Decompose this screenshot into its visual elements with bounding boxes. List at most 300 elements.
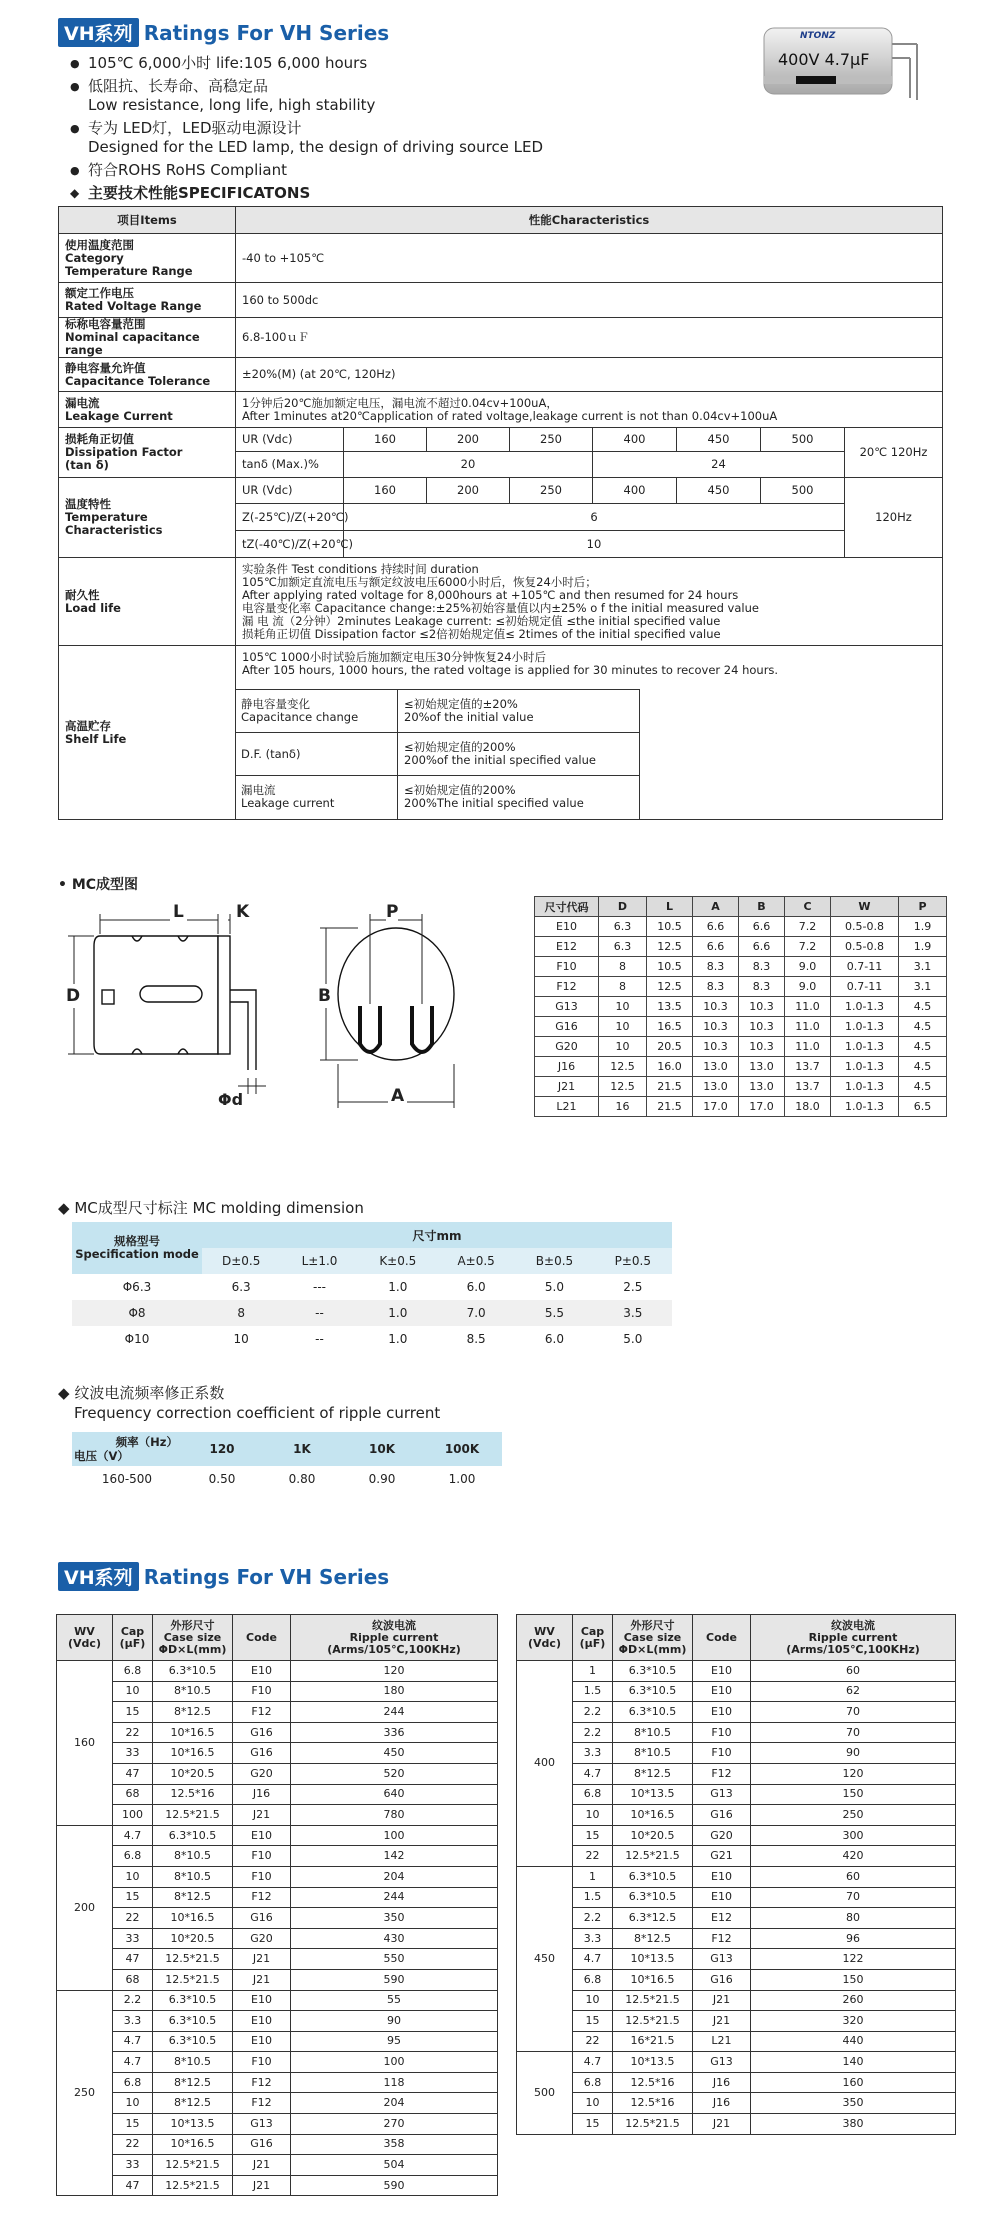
ripple-current: 70: [751, 1887, 956, 1908]
table-row: [57, 1805, 498, 1826]
molding-col-header: B±0.5: [515, 1248, 593, 1274]
cap-value: 6.8: [113, 2072, 153, 2093]
spec-table: [58, 206, 943, 820]
cap-value: 10: [113, 1866, 153, 1887]
ripple-freq: 100K: [422, 1432, 502, 1466]
spec-label-shelf-life: 高温贮存 Shelf Life: [59, 646, 236, 820]
ripple-current: 590: [291, 2175, 498, 2196]
molding-spec: Φ10: [124, 1332, 150, 1346]
table-row: [57, 2093, 498, 2114]
molding-value: --: [315, 1332, 324, 1346]
code: F10: [693, 1722, 751, 1743]
ripple-current: 150: [751, 1784, 956, 1805]
cap-value: 22: [573, 2031, 613, 2052]
molding-value: --: [315, 1306, 324, 1320]
code: J21: [693, 2011, 751, 2032]
case-size: 10*16.5: [613, 1969, 693, 1990]
ripple-current: 204: [291, 1866, 498, 1887]
ripple-current: 142: [291, 1846, 498, 1867]
molding-value: 1.0: [388, 1332, 408, 1346]
table-row: [517, 1846, 956, 1867]
cap-value: 15: [113, 1887, 153, 1908]
table-row: [517, 1990, 956, 2011]
case-size: 6.3*10.5: [613, 1887, 693, 1908]
code: E10: [233, 2031, 291, 2052]
ripple-current: 122: [751, 1949, 956, 1970]
cap-value: 22: [113, 1908, 153, 1929]
ripple-current: 118: [291, 2072, 498, 2093]
molding-spec: Φ6.3: [122, 1280, 152, 1294]
molding-value: 2.5: [623, 1280, 643, 1294]
table-row: [57, 2072, 498, 2093]
ripple-voltage: 160-500: [101, 1472, 153, 1486]
ripple-current: 336: [291, 1722, 498, 1743]
cap-value: 6.8: [573, 1969, 613, 1990]
ripple-axis-label: 频率（Hz） 电压（V）: [72, 1432, 182, 1466]
spec-label-temp: 温度特性 Temperature Characteristics: [59, 478, 236, 558]
ripple-current: 60: [751, 1661, 956, 1682]
dim-value: 4.5: [899, 1017, 947, 1037]
case-size: 10*20.5: [613, 1825, 693, 1846]
dim-value: 6.3: [599, 917, 647, 937]
dim-code: G16: [535, 1017, 599, 1037]
case-size: 6.3*10.5: [153, 1990, 233, 2011]
dim-value: 11.0: [785, 997, 831, 1017]
table-row: [57, 1702, 498, 1723]
case-size: 12.5*21.5: [153, 1805, 233, 1826]
case-size: 8*10.5: [153, 1846, 233, 1867]
dim-value: 6.3: [599, 937, 647, 957]
ripple-current: 420: [751, 1846, 956, 1867]
dim-value: 7.2: [785, 937, 831, 957]
code: J16: [233, 1784, 291, 1805]
df-volt: 200: [427, 428, 510, 452]
case-size: 16*21.5: [613, 2031, 693, 2052]
shelf-value: ≤初始规定值的±20% 20%of the initial value: [398, 690, 640, 733]
table-row: [57, 1743, 498, 1764]
shelf-key: 静电容量变化 Capacitance change: [235, 690, 398, 733]
cap-value: 2.2: [573, 1722, 613, 1743]
cap-value: 22: [113, 2134, 153, 2155]
cap-value: 1: [573, 1661, 613, 1682]
table-row: [57, 1866, 498, 1887]
ripple-current: 150: [751, 1969, 956, 1990]
ripple-current: 350: [751, 2093, 956, 2114]
case-size: 10*16.5: [153, 1908, 233, 1929]
mc-drawing-title: • MC成型图: [58, 877, 139, 893]
dim-header: L: [647, 897, 693, 917]
table-row: [57, 1825, 498, 1846]
shelf-value: ≤初始规定值的200% 200%of the initial specified value: [398, 733, 640, 776]
dim-value: 13.0: [739, 1077, 785, 1097]
dim-value: 10.5: [647, 957, 693, 977]
case-size: 8*10.5: [153, 1866, 233, 1887]
spec-value-leakage: 1分钟后20℃施加额定电压，漏电流不超过0.04cv+100uA， After 1minutes at20℃application of rated voltage,leakage current is not than 0.04cv+100uA: [236, 392, 943, 428]
ripple-current: 380: [751, 2114, 956, 2135]
case-size: 8*10.5: [153, 1681, 233, 1702]
ripple-current: 55: [291, 1990, 498, 2011]
ripple-current: 140: [751, 2052, 956, 2073]
molding-col-header: P±0.5: [594, 1248, 672, 1274]
series-tag: VH系列: [58, 1562, 139, 1591]
dim-value: 8.3: [739, 957, 785, 977]
code: F12: [233, 2093, 291, 2114]
dim-value: 1.0-1.3: [831, 1017, 899, 1037]
feature-item: ● 低阻抗、长寿命、高稳定品: [68, 77, 708, 96]
dim-value: 3.1: [899, 977, 947, 997]
spec-value-load-life: 实验条件 Test conditions 持续时间 duration 105℃加额定直流电压与额定纹波电压6000小时后，恢复24小时后； After applying rated voltage for 8,000hours at +105℃ and then resumed for 24 hours 电容量变化率 Capacitance change:±25%初始容量值以内±25% o f the initial measured value 漏 电 流（2分钟）2minutes Leakage current: ≤初始规定值 ≤the initial specified value 损耗角正切值 Dissipation factor ≤2倍初始规定值≤ 2times of the initial specified value: [236, 558, 943, 646]
dim-value: 0.5-0.8: [831, 937, 899, 957]
voltage-group: 400: [517, 1661, 573, 1867]
header-wv: WV (Vdc): [517, 1615, 573, 1661]
case-size: 8*12.5: [153, 2093, 233, 2114]
dim-label-phid: Φd: [218, 1090, 244, 1109]
dim-value: 8.3: [739, 977, 785, 997]
case-size: 12.5*21.5: [153, 2155, 233, 2176]
voltage-group: 160: [57, 1661, 113, 1826]
table-row: [535, 917, 947, 937]
cap-value: 2.2: [113, 1990, 153, 2011]
ripple-current: 70: [751, 1722, 956, 1743]
temp-volt: 160: [344, 478, 427, 504]
case-size: 10*20.5: [153, 1928, 233, 1949]
dim-value: 1.0-1.3: [831, 1097, 899, 1117]
temp-z1-value: 6: [344, 504, 845, 531]
df-tan-value: 20: [344, 452, 593, 478]
ratings-table-left: [56, 1614, 498, 2196]
case-size: 6.3*12.5: [613, 1908, 693, 1929]
header-cap: Cap (μF): [113, 1615, 153, 1661]
ripple-current: 95: [291, 2031, 498, 2052]
case-size: 6.3*10.5: [613, 1866, 693, 1887]
table-row: [57, 1928, 498, 1949]
dim-value: 16: [599, 1097, 647, 1117]
table-row: [72, 1326, 672, 1352]
dim-value: 1.9: [899, 937, 947, 957]
ripple-current: 120: [751, 1763, 956, 1784]
molding-value: 1.0: [388, 1280, 408, 1294]
dim-value: 13.0: [693, 1077, 739, 1097]
table-row: [57, 1887, 498, 1908]
molding-value: 5.0: [623, 1332, 643, 1346]
case-size: 10*13.5: [613, 1784, 693, 1805]
temp-condition: 120Hz: [845, 478, 943, 558]
table-row: [57, 1681, 498, 1702]
spec-value-temp-range: -40 to +105℃: [236, 234, 943, 283]
dim-value: 7.2: [785, 917, 831, 937]
dim-value: 1.9: [899, 917, 947, 937]
table-row: [535, 1077, 947, 1097]
cap-value: 22: [113, 1722, 153, 1743]
table-row: [517, 2031, 956, 2052]
spec-label-df: 损耗角正切值 Dissipation Factor (tan δ): [59, 428, 236, 478]
series-title: Ratings For VH Series: [143, 21, 390, 45]
table-row: [535, 1057, 947, 1077]
cap-value: 47: [113, 2175, 153, 2196]
cap-value: 15: [113, 1702, 153, 1723]
cap-value: 47: [113, 1949, 153, 1970]
spec-label-temp-range: 使用温度范围 Category Temperature Range: [59, 234, 236, 283]
table-row: [535, 937, 947, 957]
cap-value: 3.3: [573, 1743, 613, 1764]
cap-value: 1.5: [573, 1681, 613, 1702]
ripple-current: 450: [291, 1743, 498, 1764]
table-row: [57, 1990, 498, 2011]
product-label: 400V 4.7μF: [778, 50, 870, 69]
dim-value: 13.0: [693, 1057, 739, 1077]
case-size: 8*10.5: [613, 1722, 693, 1743]
table-row: [57, 1908, 498, 1929]
case-size: 12.5*21.5: [613, 1846, 693, 1867]
dim-label-b: B: [318, 986, 331, 1006]
code: G13: [233, 2114, 291, 2135]
cap-value: 10: [573, 1805, 613, 1826]
feature-list: [68, 54, 708, 207]
table-row: [57, 2155, 498, 2176]
spec-label-tolerance: 静电容量允许值 Capacitance Tolerance: [59, 358, 236, 392]
case-size: 10*16.5: [153, 1743, 233, 1764]
table-row: [517, 1825, 956, 1846]
case-size: 6.3*10.5: [613, 1661, 693, 1682]
ripple-current: 80: [751, 1908, 956, 1929]
case-size: 8*12.5: [613, 1928, 693, 1949]
cap-value: 10: [573, 2093, 613, 2114]
dim-value: 16.5: [647, 1017, 693, 1037]
dim-value: 10.3: [693, 997, 739, 1017]
code: F10: [233, 1846, 291, 1867]
cap-value: 2.2: [573, 1908, 613, 1929]
code: F12: [693, 1763, 751, 1784]
table-row: [517, 1805, 956, 1826]
molding-value: 6.3: [231, 1280, 251, 1294]
temp-volt: 250: [510, 478, 593, 504]
header-cap: Cap (μF): [573, 1615, 613, 1661]
dim-value: 1.0-1.3: [831, 1077, 899, 1097]
ripple-freq: 120: [182, 1432, 262, 1466]
dim-label-d: D: [66, 986, 81, 1006]
spec-label-capacitance: 标称电容量范围 Nominal capacitance range: [59, 318, 236, 358]
dim-label-k: K: [236, 902, 250, 922]
dim-label-a: A: [388, 1086, 407, 1106]
cap-value: 10: [113, 2093, 153, 2114]
dimension-table: [534, 896, 947, 1117]
dim-code: E10: [535, 917, 599, 937]
molding-col-header: A±0.5: [437, 1248, 515, 1274]
dim-value: 4.5: [899, 997, 947, 1017]
ripple-current: 250: [751, 1805, 956, 1826]
code: F12: [233, 1702, 291, 1723]
table-row: [57, 2114, 498, 2135]
cap-value: 15: [573, 2114, 613, 2135]
ripple-current: 90: [751, 1743, 956, 1764]
table-row: [517, 1784, 956, 1805]
feature-item: Designed for the LED lamp, the design of driving source LED: [88, 138, 544, 156]
spec-value-voltage: 160 to 500dc: [236, 283, 943, 318]
ripple-current: 300: [751, 1825, 956, 1846]
table-row: [57, 1784, 498, 1805]
dim-value: 13.5: [647, 997, 693, 1017]
table-row: [535, 1037, 947, 1057]
case-size: 12.5*21.5: [613, 1990, 693, 2011]
code: F12: [233, 2072, 291, 2093]
ripple-current: 120: [291, 1661, 498, 1682]
table-row: [535, 957, 947, 977]
cap-value: 68: [113, 1969, 153, 1990]
table-row: [535, 1017, 947, 1037]
code: G13: [693, 1949, 751, 1970]
case-size: 10*20.5: [153, 1763, 233, 1784]
code: E10: [233, 1661, 291, 1682]
table-row: [57, 2031, 498, 2052]
case-size: 8*12.5: [613, 1763, 693, 1784]
code: J21: [233, 1969, 291, 1990]
mc-drawing: [58, 894, 478, 1114]
code: J16: [693, 2093, 751, 2114]
molding-col-header: L±1.0: [280, 1248, 358, 1274]
cap-value: 1: [573, 1866, 613, 1887]
molding-col-header: K±0.5: [359, 1248, 437, 1274]
code: E10: [693, 1661, 751, 1682]
dim-value: 3.1: [899, 957, 947, 977]
ripple-current: 270: [291, 2114, 498, 2135]
table-row: [517, 1949, 956, 1970]
temp-volt: 400: [593, 478, 677, 504]
cap-value: 15: [113, 2114, 153, 2135]
code: E10: [693, 1887, 751, 1908]
table-row: [517, 1763, 956, 1784]
case-size: 12.5*21.5: [613, 2011, 693, 2032]
dim-header: 尺寸代码: [535, 897, 599, 917]
ripple-coef: 1.00: [448, 1472, 476, 1486]
table-row: [517, 1661, 956, 1682]
spec-header-characteristics: 性能Characteristics: [236, 207, 943, 234]
dim-code: F10: [535, 957, 599, 977]
dim-value: 18.0: [785, 1097, 831, 1117]
dim-header: B: [739, 897, 785, 917]
table-row: [517, 1928, 956, 1949]
dim-value: 13.7: [785, 1057, 831, 1077]
code: G21: [693, 1846, 751, 1867]
molding-value: 1.0: [388, 1306, 408, 1320]
code: G16: [693, 1969, 751, 1990]
cap-value: 4.7: [113, 2031, 153, 2052]
table-row: [517, 1743, 956, 1764]
case-size: 10*16.5: [153, 1722, 233, 1743]
table-row: [57, 1763, 498, 1784]
molding-title: ◆ MC成型尺寸标注 MC molding dimension: [58, 1199, 364, 1217]
code: F10: [233, 1681, 291, 1702]
dim-label-p: P: [386, 902, 399, 922]
dim-value: 10.3: [739, 997, 785, 1017]
case-size: 6.3*10.5: [153, 2011, 233, 2032]
dim-value: 0.5-0.8: [831, 917, 899, 937]
table-row: [72, 1274, 672, 1300]
cap-value: 100: [113, 1805, 153, 1826]
shelf-subtable: [235, 689, 640, 819]
table-row: [535, 997, 947, 1017]
case-size: 6.3*10.5: [613, 1681, 693, 1702]
dim-value: 17.0: [739, 1097, 785, 1117]
code: E12: [693, 1908, 751, 1929]
header-case-size: 外形尺寸 Case size ΦD×L(mm): [613, 1615, 693, 1661]
series-title: Ratings For VH Series: [143, 1565, 390, 1589]
cap-value: 10: [113, 1681, 153, 1702]
molding-table: [72, 1222, 672, 1352]
table-row: [517, 2114, 956, 2135]
cap-value: 33: [113, 1928, 153, 1949]
molding-value: 6.0: [466, 1280, 486, 1294]
dim-value: 12.5: [647, 937, 693, 957]
cap-value: 4.7: [573, 1763, 613, 1784]
table-row: [57, 2052, 498, 2073]
molding-value: 6.0: [544, 1332, 565, 1346]
df-ur-label: UR (Vdc): [236, 428, 344, 452]
cap-value: 6.8: [573, 2072, 613, 2093]
table-row: [535, 977, 947, 997]
case-size: 8*12.5: [153, 2072, 233, 2093]
dim-value: 6.6: [693, 917, 739, 937]
table-row: [57, 1969, 498, 1990]
ripple-current: 640: [291, 1784, 498, 1805]
spec-value-capacitance: 6.8-100ｕＦ: [236, 318, 943, 358]
series-tag: VH系列: [58, 18, 139, 47]
cap-value: 47: [113, 1763, 153, 1784]
dim-value: 13.7: [785, 1077, 831, 1097]
ripple-current: 260: [751, 1990, 956, 2011]
cap-value: 15: [573, 2011, 613, 2032]
case-size: 10*16.5: [153, 2134, 233, 2155]
case-size: 12.5*21.5: [153, 1949, 233, 1970]
code: F10: [233, 2052, 291, 2073]
cap-value: 4.7: [113, 2052, 153, 2073]
cap-value: 33: [113, 1743, 153, 1764]
dim-value: 6.6: [739, 937, 785, 957]
dim-value: 6.6: [739, 917, 785, 937]
code: G16: [693, 1805, 751, 1826]
code: E10: [233, 1990, 291, 2011]
ripple-current: 504: [291, 2155, 498, 2176]
case-size: 12.5*21.5: [153, 2175, 233, 2196]
code: E10: [233, 2011, 291, 2032]
df-volt: 450: [677, 428, 761, 452]
dim-value: 21.5: [647, 1077, 693, 1097]
feature-item: ● 专为 LED灯，LED驱动电源设计: [68, 119, 708, 138]
case-size: 10*13.5: [613, 2052, 693, 2073]
cap-value: 6.8: [573, 1784, 613, 1805]
code: J21: [233, 1805, 291, 1826]
ripple-current: 180: [291, 1681, 498, 1702]
code: G20: [693, 1825, 751, 1846]
code: F12: [693, 1928, 751, 1949]
molding-value: 10: [233, 1332, 249, 1346]
temp-volt: 200: [427, 478, 510, 504]
dim-label-l: L: [170, 902, 187, 922]
table-row: [535, 1097, 947, 1117]
dim-header: W: [831, 897, 899, 917]
case-size: 6.3*10.5: [153, 1661, 233, 1682]
table-row: [57, 1949, 498, 1970]
ripple-current: 70: [751, 1702, 956, 1723]
product-brand: NTONZ: [800, 31, 836, 41]
table-row: [57, 1846, 498, 1867]
cap-value: 3.3: [113, 2011, 153, 2032]
ripple-freq: 10K: [342, 1432, 422, 1466]
ratings-title: [58, 1562, 389, 1591]
molding-size-label: 尺寸mm: [202, 1222, 672, 1248]
table-row: [517, 1969, 956, 1990]
dim-code: G13: [535, 997, 599, 1017]
df-volt: 250: [510, 428, 593, 452]
